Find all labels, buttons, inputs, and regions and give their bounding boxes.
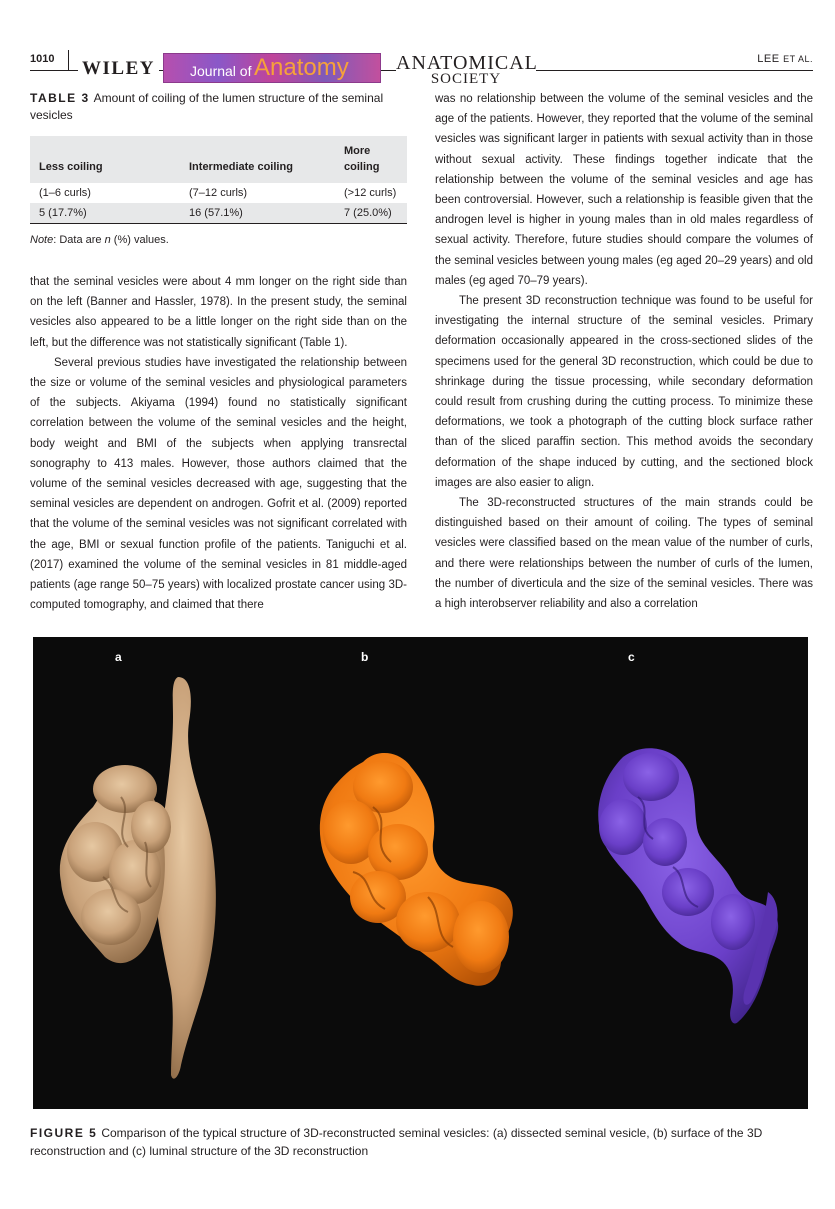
panel-label-b: b [361, 650, 369, 664]
table-note-end: (%) values. [110, 234, 169, 246]
table-note-label: Note [30, 234, 54, 246]
society-name-line2: SOCIETY [430, 71, 502, 87]
paragraph: The 3D-reconstructed structures of the main strands could be distinguished based on their amount of coiling. The types of seminal vesicles were classified based on the mean value of the number of curls, and there were relationships between the number of curls of the lumen, the number of diverticula and the size of the seminal vesicles. There was a high interobserver reliability and also a correlation [435, 497, 813, 611]
figure-caption-text: Comparison of the typical structure of 3D-reconstructed seminal vesicles: (a) dissected seminal vesicle, (b) surface of the 3D reconstruction and (c) luminal structure of the 3D reconstruction [30, 1126, 763, 1158]
panel-label-c: c [628, 650, 635, 664]
table-note [30, 234, 407, 246]
table-caption [30, 90, 407, 124]
paragraph: that the seminal vesicles were about 4 mm longer on the right side than on the left (Banner and Hassler, 1978). In the present study, the seminal vesicles also appeared to be a little longer on the right side than on the left, but the difference was not statistically significant (Table 1). [30, 276, 407, 349]
society-name-line1: ANATOMICAL [396, 52, 538, 74]
table-row [30, 183, 407, 203]
figure-caption [30, 1124, 810, 1160]
journal-banner [163, 53, 381, 83]
table-cell: 5 (17.7%) [30, 203, 180, 224]
table-row [30, 203, 407, 224]
running-head [757, 53, 813, 65]
table-cell: (>12 curls) [344, 187, 397, 199]
paragraph: The present 3D reconstruction technique was found to be useful for investigating the internal structure of the seminal vesicles. Primary deformation occasionally appeared in the cross-sectioned slides of the specimens used for the general 3D reconstruction, which could be due to shrinkage during the tissue processing, while secondary deformation could result from crushing during the cutting process. To minimize these deformations, we took a photograph of the cutting block surface rather than of the sliced paraffin section. This method avoids the secondary deformation of the shape induced by cutting, and the sectioned block images are also easier to align. [435, 295, 813, 489]
running-head-author: LEE [757, 53, 780, 65]
journal-banner-title: Anatomy [254, 54, 349, 81]
running-head-suffix: ET AL. [783, 54, 813, 64]
paragraph: was no relationship between the volume of the seminal vesicles and the age of the patients. However, they reported that the volume of the seminal vesicles was significant larger in patients with sexual activity than in those without sexual activity. These findings together indicate that the relationship between the volume of the seminal vesicles and age has been controversial. However, such a relationship is feasible given that the androgen level is higher in young males than in old males regardless of sexual activity. Therefore, future studies should compare the volumes of the seminal vesicles between young males (eg aged 20–29 years) and old males (eg aged 70–79 years). [435, 93, 813, 287]
figure-label: FIGURE 5 [30, 1126, 98, 1140]
table-note-text: : Data are [53, 234, 105, 246]
journal-banner-prefix: Journal of [190, 63, 252, 79]
column-header: More coiling [335, 136, 407, 183]
coiling-table [30, 136, 407, 224]
table-cell: (7–12 curls) [189, 187, 248, 199]
figure-5-illustration [33, 637, 808, 1109]
surface-3d-reconstruction [320, 753, 513, 986]
figure-5-image [33, 637, 808, 1109]
table-3 [30, 90, 407, 246]
page-number: 1010 [30, 53, 55, 65]
paragraph: Several previous studies have investigated the relationship between the size or volume of the seminal vesicles and physiological parameters of the subjects. Akiyama (1994) found no statistically significant correlation between the volume of the seminal vesicles and the height, body weight and BMI of the subjects when applying transrectal sonography to 413 males. However, those authors claimed that the volume of the seminal vesicles decreased with age, suggesting that the seminal vesicles are dependent on androgen. Gofrit et al. (2009) reported that the volume of the seminal vesicles was not significant correlated with the age, BMI or sexual function profile of the patients. Taniguchi et al. (2017) examined the volume of the seminal vesicles in 81 middle-aged patients (age range 50–75 years) with localized prostate cancer using 3D-computed tomography, and claimed that there [30, 356, 407, 612]
dissected-seminal-vesicle [60, 677, 216, 1079]
column-header: Less coiling [30, 136, 180, 183]
luminal-3d-reconstruction [598, 748, 778, 1023]
publisher-logo: WILEY [78, 59, 159, 79]
right-column [435, 89, 813, 614]
left-column [30, 272, 407, 615]
table-cell: (1–6 curls) [39, 187, 91, 199]
panel-label-a: a [115, 650, 122, 664]
table-cell: 7 (25.0%) [335, 203, 407, 224]
header-divider [68, 50, 69, 70]
table-header-row [30, 136, 407, 183]
table-caption-text: Amount of coiling of the lumen structure of the seminal vesicles [30, 91, 384, 122]
table-note-n: n [104, 234, 111, 246]
table-label: TABLE 3 [30, 91, 90, 105]
column-header: Intermediate coiling [180, 136, 335, 183]
table-cell: 16 (57.1%) [180, 203, 335, 224]
society-logo [396, 54, 536, 88]
page-header [30, 48, 813, 88]
